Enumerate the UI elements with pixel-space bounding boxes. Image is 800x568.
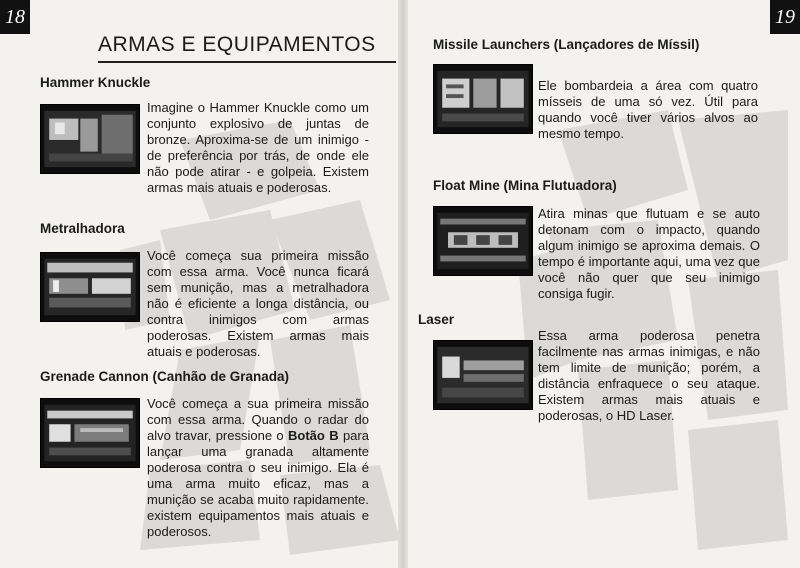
section-description-hammer-knuckle: Imagine o Hammer Knuckle como um conjunto explosivo de juntas de bronze. Aproxima-se de um inimigo - de preferência por trás, de onde ele não pode atirar - e golpeia. Existem armas mais atuais e poderosas. <box>147 100 369 195</box>
button-b-label: Botão B <box>288 428 339 443</box>
section-description-missile-launchers: Ele bombardeia a área com quatro mísseis de uma só vez. Útil para quando você tiver vários alvos ao mesmo tempo. <box>538 78 758 141</box>
grenade-text-start: Você começa a sua primeira missão com essa arma. Quando o radar do alvo travar, pressione o <box>147 396 369 443</box>
hammer-knuckle-screenshot <box>40 104 140 174</box>
right-page <box>408 0 800 568</box>
section-description-laser: Essa arma poderosa penetra facilmente nas armas inimigas, e não tem limite de munição; porém, a distância enfraquece o seu ataque. Existem armas mais atuais e poderosas, o HD Laser. <box>538 328 760 423</box>
float-mine-screenshot <box>433 206 533 276</box>
section-description-float-mine: Atira minas que flutuam e se auto detonam com o impacto, quando algum inimigo se aproxima demais. O tempo é importante aqui, uma vez que você não quer que seu inimigo consiga fugir. <box>538 206 760 301</box>
section-description-grenade-cannon <box>147 396 369 540</box>
section-heading-grenade-cannon: Grenade Cannon (Canhão de Granada) <box>40 369 290 384</box>
laser-screenshot <box>433 340 533 410</box>
title-underline <box>98 61 396 63</box>
section-heading-float-mine: Float Mine (Mina Flutuadora) <box>433 178 617 193</box>
grenade-cannon-screenshot <box>40 398 140 468</box>
page-number-left: 18 <box>0 0 30 34</box>
missile-launcher-screenshot <box>433 64 533 134</box>
section-description-metralhadora: Você começa sua primeira missão com essa arma. Você nunca ficará sem munição, mas a metralhadora não é eficiente a longa distância, ou contra inimigos com armas poderosas. Existem armas mais atuais e poderosas. <box>147 248 369 359</box>
section-heading-laser: Laser <box>418 312 455 327</box>
grenade-text-end: para lançar uma granada altamente poderosa contra o seu inimigo. Ela é uma arma muito eficaz, mas a munição se acaba muito rapidamente. existem equipamentos mais atuais e poderosos. <box>147 428 369 539</box>
section-heading-metralhadora: Metralhadora <box>40 221 125 236</box>
machine-gun-screenshot <box>40 252 140 322</box>
page-title: ARMAS E EQUIPAMENTOS <box>98 33 376 56</box>
section-heading-missile-launchers: Missile Launchers (Lançadores de Míssil) <box>433 37 700 52</box>
left-page <box>0 0 398 568</box>
page-number-right: 19 <box>770 0 800 34</box>
page-gutter <box>398 0 408 568</box>
section-heading-hammer-knuckle: Hammer Knuckle <box>40 75 151 90</box>
